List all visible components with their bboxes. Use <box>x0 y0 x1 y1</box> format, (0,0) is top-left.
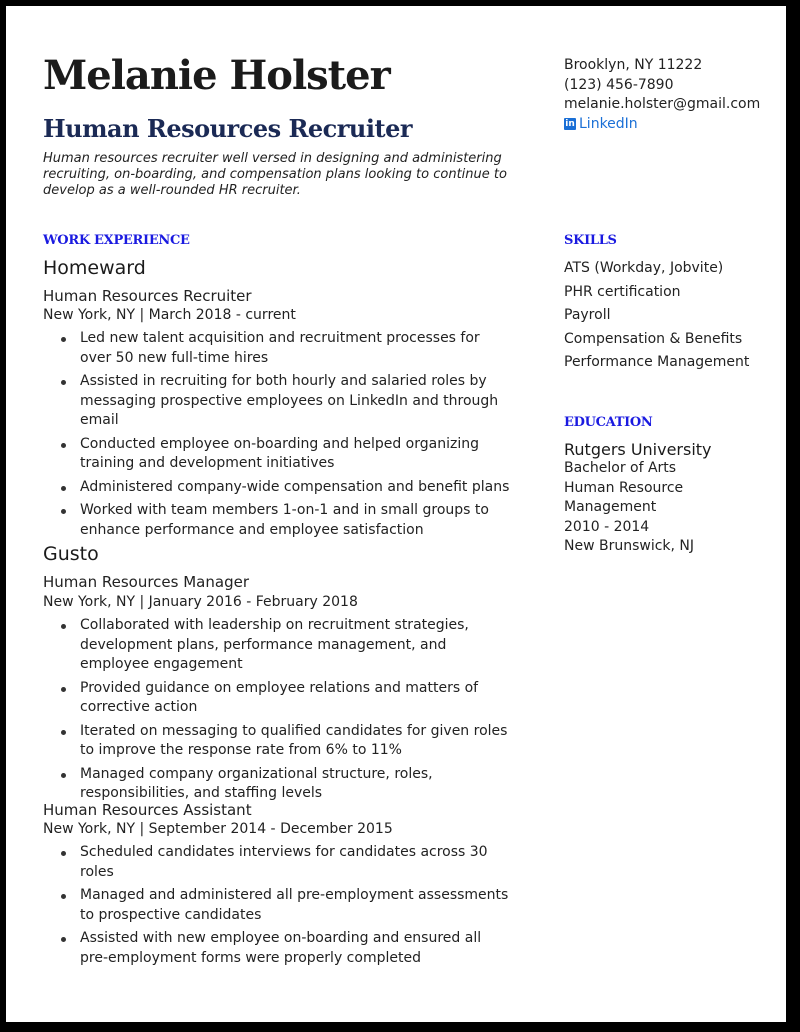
skills-list <box>564 259 749 377</box>
company-name: Homeward <box>43 257 146 279</box>
bullet-item: Scheduled candidates interviews for candidates across 30 roles <box>43 843 513 882</box>
summary: Human resources recruiter well versed in designing and administering recruiting, on-boarding, and compensation plans looking to continue to develop as a well-rounded HR recruiter. <box>43 151 507 198</box>
work-experience-heading: WORK EXPERIENCE <box>43 233 190 248</box>
contact-phone: (123) 456-7890 <box>564 76 674 93</box>
bullet-item: Managed company organizational structure, roles, responsibilities, and staffing levels <box>43 765 513 804</box>
bullet-item: Managed and administered all pre-employment assessments to prospective candidates <box>43 886 513 925</box>
bullet-item: Collaborated with leadership on recruitment strategies, development plans, performance management, and employee engagement <box>43 616 513 675</box>
major-line: Management <box>564 499 657 515</box>
skills-heading: SKILLS <box>564 233 617 248</box>
bullet-item: Led new talent acquisition and recruitment processes for over 50 new full-time hires <box>43 329 513 368</box>
job-title: Human Resources Assistant <box>43 801 252 819</box>
bullet-item: Conducted employee on-boarding and helped organizing training and development initiatives <box>43 435 513 474</box>
job-title: Human Resources Manager <box>43 573 249 591</box>
contact-email[interactable]: melanie.holster@gmail.com <box>564 96 761 112</box>
skill-item: PHR certification <box>564 283 681 300</box>
degree: Bachelor of Arts <box>564 460 677 476</box>
job-bullets <box>43 616 513 808</box>
linkedin-icon: in <box>565 119 575 130</box>
education-heading: EDUCATION <box>564 415 653 430</box>
skill-item: Compensation & Benefits <box>564 330 743 347</box>
company-name: Gusto <box>43 543 99 565</box>
skill-item: Payroll <box>564 307 611 323</box>
contact-location: Brooklyn, NY 11222 <box>564 57 703 73</box>
resume-page <box>6 6 786 1022</box>
job-meta: New York, NY | March 2018 - current <box>43 307 296 323</box>
education-block <box>564 440 712 557</box>
linkedin-label: LinkedIn <box>579 115 638 132</box>
job-meta: New York, NY | September 2014 - December 2015 <box>43 821 393 837</box>
skill-item: ATS (Workday, Jobvite) <box>564 260 724 276</box>
bullet-item: Provided guidance on employee relations and matters of corrective action <box>43 679 513 718</box>
bullet-item: Assisted with new employee on-boarding and ensured all pre-employment forms were properly completed <box>43 929 513 968</box>
job-meta: New York, NY | January 2016 - February 2018 <box>43 594 358 610</box>
job-title: Human Resources Recruiter <box>43 287 252 305</box>
school-name: Rutgers University <box>564 440 712 459</box>
bullet-item: Worked with team members 1-on-1 and in small groups to enhance performance and employee satisfaction <box>43 501 513 540</box>
skill-item: Performance Management <box>564 354 750 370</box>
bullet-item: Administered company-wide compensation and benefit plans <box>43 478 513 498</box>
major-line: Human Resource <box>564 479 684 496</box>
job-bullets <box>43 843 513 972</box>
bullet-item: Assisted in recruiting for both hourly and salaried roles by messaging prospective employees on LinkedIn and through email <box>43 372 513 431</box>
bullet-item: Iterated on messaging to qualified candidates for given roles to improve the response rate from 6% to 11% <box>43 722 513 761</box>
linkedin-link[interactable] <box>564 115 760 135</box>
candidate-title: Human Resources Recruiter <box>43 114 412 143</box>
candidate-name: Melanie Holster <box>43 52 390 99</box>
contact-block <box>564 56 760 134</box>
job-bullets <box>43 329 513 544</box>
education-years: 2010 - 2014 <box>564 518 650 535</box>
education-location: New Brunswick, NJ <box>564 538 695 554</box>
